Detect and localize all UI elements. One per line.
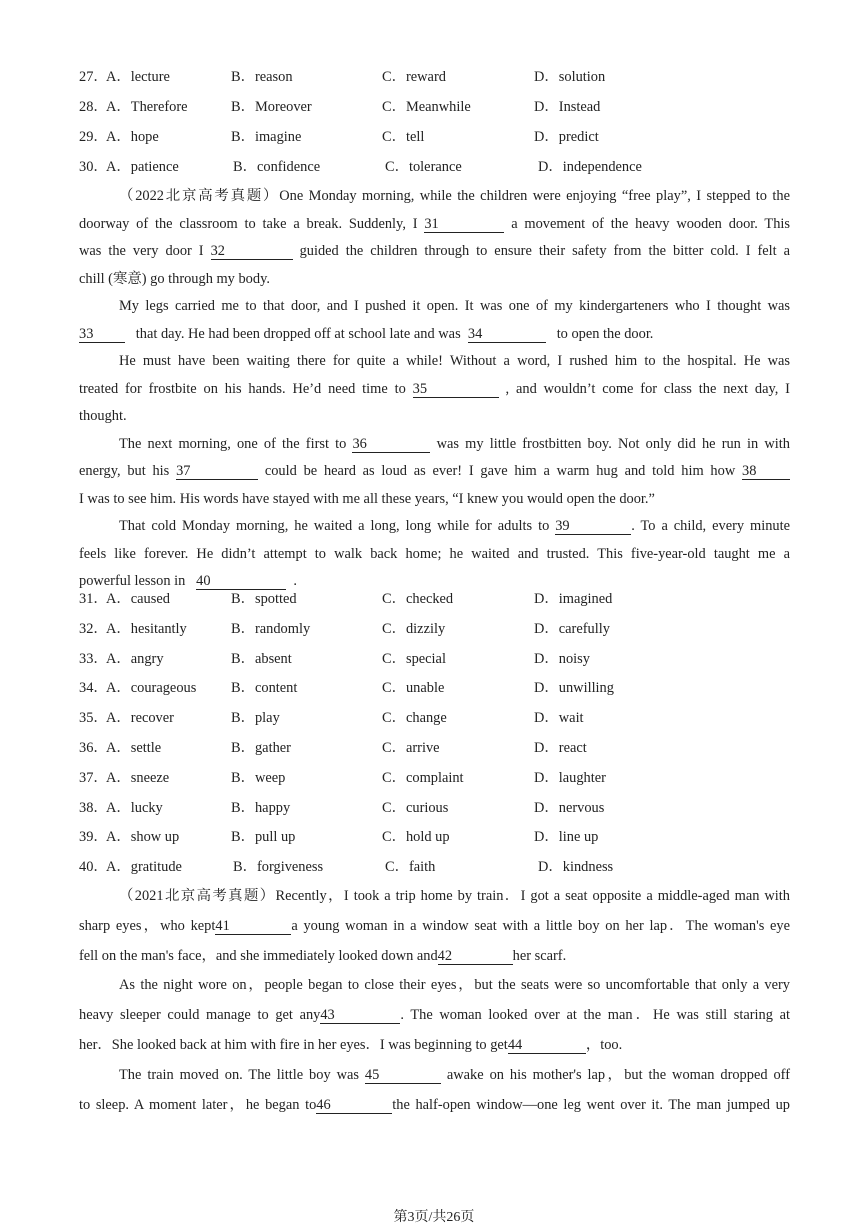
- answer-blank-35: 35: [413, 382, 499, 398]
- passage-text: powerful lesson in: [79, 573, 186, 589]
- passage-text: was the very door I: [79, 243, 204, 259]
- passage-text: chill (寒意) go through my body.: [79, 270, 270, 287]
- option-a: A．lecture: [106, 69, 170, 85]
- passage-2021: [79, 882, 790, 1120]
- passage-text: The next morning, one of the first to: [119, 435, 347, 452]
- passage-2022: [79, 183, 790, 596]
- option-c: C．curious: [382, 800, 449, 816]
- option-a: A．patience: [106, 159, 179, 175]
- passage-text: awake on his mother's lap，but the woman dropped off: [446, 1066, 790, 1083]
- option-d: D．line up: [534, 829, 599, 845]
- passage-text: to sleep. A moment later，he began to: [79, 1096, 317, 1113]
- option-c: C．unable: [382, 680, 445, 696]
- option-b: B．absent: [231, 651, 292, 667]
- option-c: C．hold up: [382, 829, 450, 845]
- answer-blank-45: 45: [365, 1068, 441, 1084]
- option-d: D．kindness: [538, 859, 614, 875]
- answer-blank-34: 34: [468, 327, 546, 343]
- passage-text: her scarf.: [512, 947, 567, 964]
- passage-text: heavy sleeper could manage to get any: [79, 1007, 321, 1024]
- option-d: D．independence: [538, 159, 642, 175]
- option-b: B．reason: [231, 69, 293, 85]
- option-b: B．weep: [231, 770, 286, 786]
- answer-blank-41: 41: [215, 919, 291, 935]
- answer-blank-39: 39: [555, 519, 631, 535]
- option-b: B．confidence: [233, 159, 321, 175]
- passage-text: As the night wore on，people began to close their eyes，but the seats were so uncomfortable that only a very: [119, 977, 790, 994]
- passage-text: .: [293, 573, 297, 589]
- passage-text: . To a child, every minute: [631, 518, 790, 534]
- option-a: A．angry: [106, 651, 164, 667]
- passage-text: He must have been waiting there for quite a while! Without a word, I rushed him to the hospital. He was: [119, 353, 790, 369]
- question-number: 34．: [79, 680, 108, 696]
- passage-text: could be heard as loud as ever! I gave him a warm hug and told him how: [264, 463, 736, 479]
- option-a: A．recover: [106, 710, 174, 726]
- option-c: C．reward: [382, 69, 446, 85]
- option-d: D．Instead: [534, 99, 601, 115]
- question-number: 30．: [79, 159, 108, 175]
- option-c: C．tolerance: [385, 159, 462, 175]
- answer-blank-42: 42: [438, 949, 513, 965]
- answer-blank-38: 38: [742, 464, 790, 480]
- option-a: A．courageous: [106, 680, 197, 696]
- question-number: 28．: [79, 99, 108, 115]
- answer-blank-32: 32: [211, 244, 293, 260]
- option-b: B．happy: [231, 800, 291, 816]
- option-b: B．pull up: [231, 829, 296, 845]
- option-d: D．noisy: [534, 651, 590, 667]
- option-a: A．gratitude: [106, 859, 182, 875]
- answer-blank-46: 46: [316, 1098, 392, 1114]
- passage-text: a movement of the heavy wooden door. This: [511, 215, 791, 232]
- answer-blank-44: 44: [508, 1038, 586, 1054]
- passage-text: That cold Monday morning, he waited a long, long while for adults to: [119, 518, 550, 534]
- passage-text: was my little frostbitten boy. Not only did he run in with: [436, 435, 790, 452]
- answer-blank-33: 33: [79, 327, 125, 343]
- page-number-footer: 第3页/共26页: [393, 1210, 475, 1225]
- passage-text: （2021北京高考真题）Recently，I took a trip home by train．I got a seat opposite a middle-aged man with: [119, 888, 790, 904]
- option-d: D．laughter: [534, 770, 606, 786]
- option-a: A．caused: [106, 591, 170, 607]
- passage-text: thought.: [79, 408, 127, 424]
- option-a: A．Therefore: [106, 99, 188, 115]
- option-a: A．hesitantly: [106, 621, 187, 637]
- option-c: C．faith: [385, 859, 436, 875]
- option-d: D．wait: [534, 710, 584, 726]
- passage-text: energy, but his: [79, 463, 170, 479]
- option-b: B．play: [231, 710, 280, 726]
- question-number: 40．: [79, 859, 108, 875]
- passage-text: sharp eyes，who kept: [79, 917, 216, 934]
- option-a: A．hope: [106, 129, 159, 145]
- answer-blank-37: 37: [176, 464, 258, 480]
- passage-text: （2022北京高考真题）One Monday morning, while the children were enjoying “free play”, I stepped to the: [119, 188, 790, 204]
- question-number: 37．: [79, 770, 108, 786]
- option-c: C．complaint: [382, 770, 464, 786]
- question-number: 32．: [79, 621, 108, 637]
- option-b: B．imagine: [231, 129, 302, 145]
- option-c: C．Meanwhile: [382, 99, 471, 115]
- option-d: D．nervous: [534, 800, 605, 816]
- passage-text: the half-open window—one leg went over it. The man jumped up: [392, 1096, 790, 1113]
- passage-text: her．She looked back at him with fire in her eyes．I was beginning to get: [79, 1036, 508, 1053]
- option-c: C．tell: [382, 129, 425, 145]
- passage-text: The train moved on. The little boy was: [119, 1066, 359, 1083]
- passage-text: feels like forever. He didn’t attempt to walk back home; he waited and trusted. This five-year-old taught me a: [79, 545, 790, 562]
- question-number: 38．: [79, 800, 108, 816]
- option-b: B．randomly: [231, 621, 311, 637]
- option-d: D．predict: [534, 129, 599, 145]
- option-b: B．Moreover: [231, 99, 312, 115]
- option-d: D．carefully: [534, 621, 610, 637]
- option-a: A．settle: [106, 740, 162, 756]
- option-c: C．dizzily: [382, 621, 446, 637]
- question-number: 31．: [79, 591, 108, 607]
- question-number: 36．: [79, 740, 108, 756]
- option-b: B．forgiveness: [233, 859, 324, 875]
- answer-blank-40: 40: [196, 574, 286, 590]
- option-d: D．react: [534, 740, 587, 756]
- option-b: B．content: [231, 680, 298, 696]
- question-number: 27．: [79, 69, 108, 85]
- option-c: C．change: [382, 710, 447, 726]
- passage-text: to open the door.: [556, 325, 654, 342]
- question-number: 29．: [79, 129, 108, 145]
- passage-text: a young woman in a window seat with a little boy on her lap．The woman's eye: [291, 917, 790, 934]
- question-number: 35．: [79, 710, 108, 726]
- passage-text: doorway of the classroom to take a break. Suddenly, I: [79, 215, 418, 232]
- option-b: B．gather: [231, 740, 291, 756]
- answer-blank-36: 36: [352, 437, 430, 453]
- answer-blank-31: 31: [424, 217, 504, 233]
- passage-text: , and wouldn’t come for class the next day, I: [505, 380, 790, 397]
- passage-text: . The woman looked over at the man．He was still staring at: [400, 1007, 790, 1024]
- option-a: A．lucky: [106, 800, 163, 816]
- option-a: A．show up: [106, 829, 180, 845]
- passage-text: treated for frostbite on his hands. He’d need time to: [79, 380, 406, 397]
- option-c: C．arrive: [382, 740, 440, 756]
- option-b: B．spotted: [231, 591, 297, 607]
- question-number: 33．: [79, 651, 108, 667]
- option-c: C．special: [382, 651, 446, 667]
- option-d: D．unwilling: [534, 680, 614, 696]
- passage-text: ，too.: [585, 1036, 623, 1053]
- option-a: A．sneeze: [106, 770, 170, 786]
- passage-text: guided the children through to ensure their safety from the bitter cold. I felt a: [299, 243, 791, 259]
- passage-text: that day. He had been dropped off at school late and was: [135, 325, 461, 342]
- option-d: D．solution: [534, 69, 606, 85]
- passage-text: fell on the man's face，and she immediately looked down and: [79, 947, 438, 964]
- passage-text: My legs carried me to that door, and I pushed it open. It was one of my kindergarteners who I thought was: [119, 298, 790, 314]
- answer-blank-43: 43: [320, 1008, 400, 1024]
- option-c: C．checked: [382, 591, 454, 607]
- question-number: 39．: [79, 829, 108, 845]
- option-d: D．imagined: [534, 591, 613, 607]
- passage-text: I was to see him. His words have stayed with me all these years, “I knew you would open the door.”: [79, 490, 655, 507]
